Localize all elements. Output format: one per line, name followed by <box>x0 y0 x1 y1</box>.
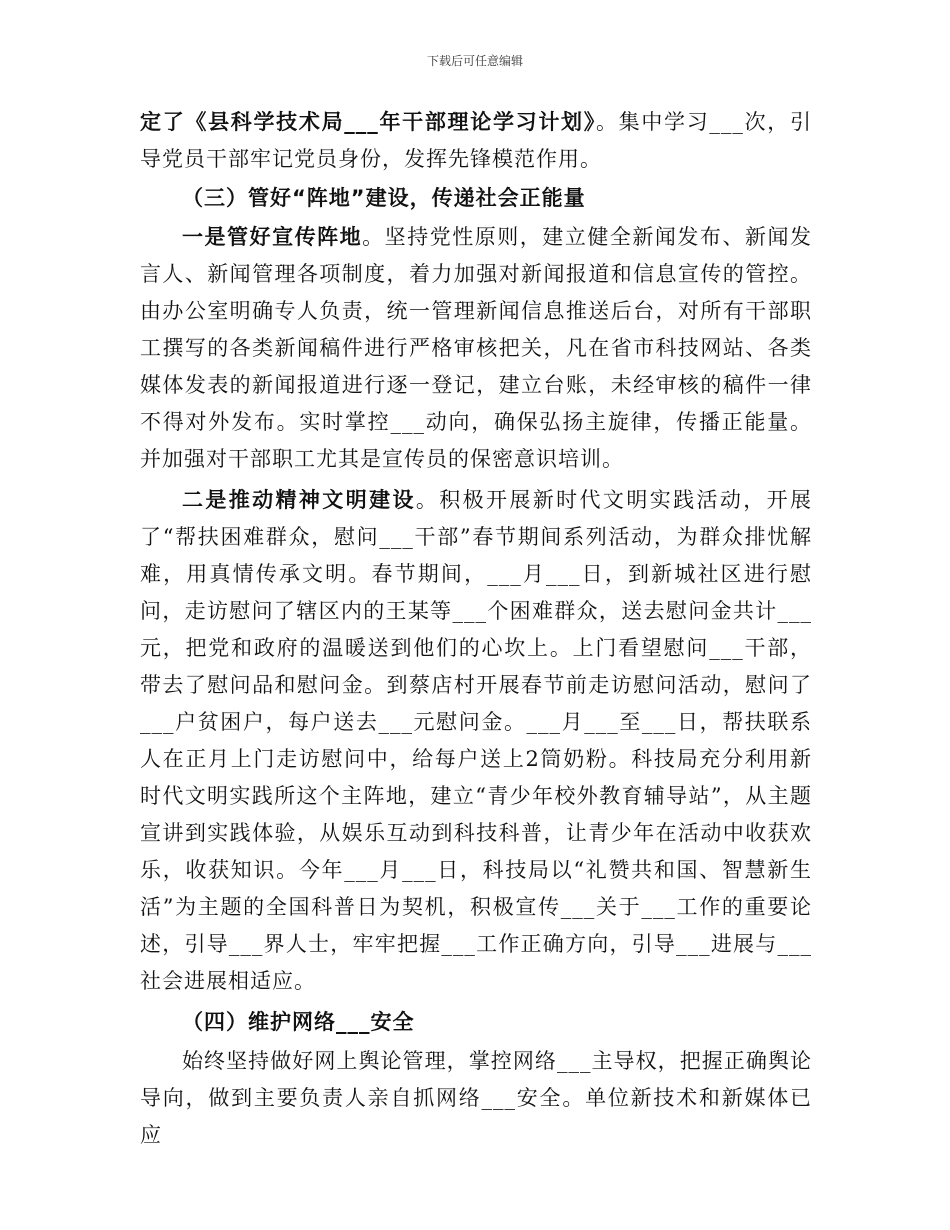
paragraph-civilization <box>140 482 812 1000</box>
section-heading-3: （三）管好“阵地”建设，传递社会正能量 <box>182 186 586 210</box>
paragraph-text: 。坚持党性原则，建立健全新闻发布、新闻发言人、新闻管理各项制度，着力加强对新闻报道和信息宣传的管控。由办公室明确专人负责，统一管理新闻信息推送后台，对所有干部职工撰写的各类新闻稿件进行严格审核把关，凡在省市科技网站、各类媒体发表的新闻报道进行逐一登记，建立台账，未经审核的稿件一律不得对外发布。实时掌控___动向，确保弘扬主旋律，传播正能量。并加强对干部职工尤其是宣传员的保密意识培训。 <box>140 225 813 471</box>
paragraph-bold-lead: 一是管好宣传阵地 <box>182 225 363 249</box>
paragraph-publicity <box>140 219 812 478</box>
section-heading-4: （四）维护网络___安全 <box>182 1010 415 1034</box>
paragraph-bold-lead: 二是推动精神文明建设 <box>182 488 416 512</box>
paragraph-text: 。集中学习___次，引导党员干部牢记党员身份，发挥先锋模范作用。 <box>140 110 813 171</box>
document-body <box>140 104 812 1154</box>
page-header: 下载后可任意编辑 <box>426 54 523 68</box>
paragraph-continuation <box>140 104 812 178</box>
paragraph-network: 始终坚持做好网上舆论管理，掌控网络___主导权，把握正确舆论导向，做到主要负责人亲自抓网络___安全。单位新技术和新媒体已应 <box>140 1049 812 1147</box>
paragraph-text: 。积极开展新时代文明实践活动，开展了“帮扶困难群众，慰问___干部”春节期间系列活动，为群众排忧解难，用真情传承文明。春节期间，___月___日，到新城社区进行慰问，走访慰问了辖区内的王某等___个困难群众，送去慰问金共计___元，把党和政府的温暖送到他们的心坎上。上门看望慰问___干部，带去了慰问品和慰问金。到蔡店村开展春节前走访慰问活动，慰问了___户贫困户，每户送去___元慰问金。___月___至___日，帮扶联系人在正月上门走访慰问中，给每户送上2筒奶粉。科技局充分利用新时代文明实践所这个主阵地，建立“青少年校外教育辅导站”，从主题宣讲到实践体验，从娱乐互动到科技科普，让青少年在活动中收获欢乐，收获知识。今年___月___日，科技局以“礼赞共和国、智慧新生活”为主题的全国科普日为契机，积极宣传___关于___工作的重要论述，引导___界人士，牢牢把握___工作正确方向，引导___进展与___社会进展相适应。 <box>140 488 813 993</box>
paragraph-bold-lead: 定了《县科学技术局___年干部理论学习计划》 <box>140 110 596 134</box>
